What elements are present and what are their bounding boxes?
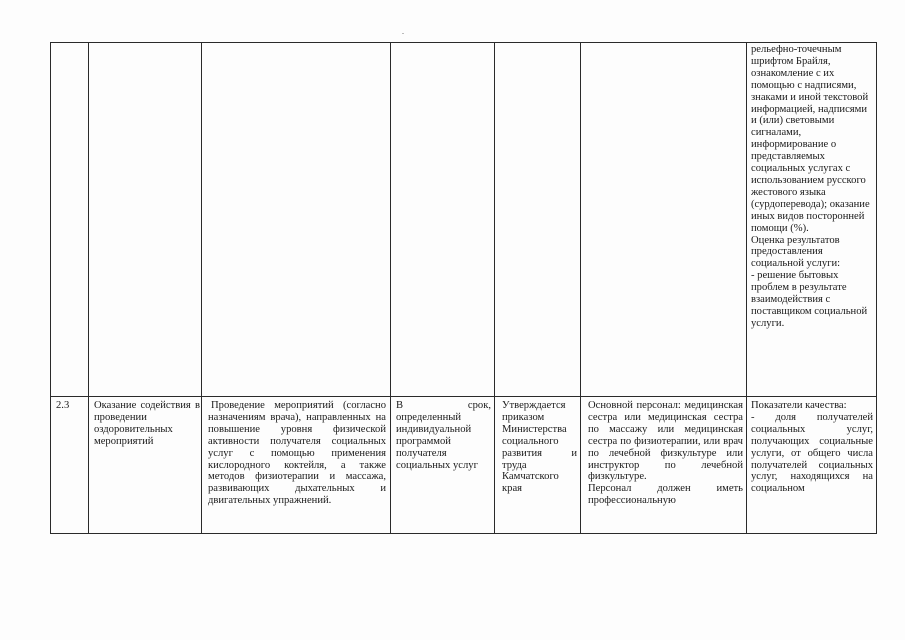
accessibility-text: рельефно-точечным шрифтом Брайля, ознакомление с их помощью с надписями, знаками и иной текстовой информацией, надписями и (или) световыми сигналами, информирование о представляемых социальных услугах с использованием русского жестового языка (сурдоперевода); оказание иных видов посторонней помощи (%). [751,44,870,234]
quality-indicators [751,400,873,532]
conditions-requirement: Персонал должен иметь профессиональную [588,483,743,507]
col-border-0 [50,42,51,534]
service-term: В срок, определенный индивидуальной программой получателя социальных услуг [396,400,491,471]
service-name: Оказание содействия в проведении оздоровительных мероприятий [94,400,200,447]
row-number: 2.3 [56,400,70,411]
quality-text: - доля получателей социальных услуг, получающих социальные услуги, от общего числа получателей социальных услуг, находящихся на социальном [751,411,873,495]
service-tariff: Утверждается приказом Министерства социального развития и труда Камчатского края [502,400,577,495]
top-row-quality-cell [751,44,873,396]
col-border-1 [88,42,89,534]
evaluation-heading: Оценка результатов предоставления социальной услуги: [751,234,841,270]
col-border-6 [746,42,747,534]
col-border-4 [494,42,495,534]
col-border-7 [876,42,877,534]
quality-heading: Показатели качества: [751,400,847,411]
col-border-2 [201,42,202,534]
service-conditions [588,400,743,532]
service-description: Проведение мероприятий (согласно назначениям врача), направленных на повышение уровня физической активности получателя социальных услуг с помощью применения кислородного коктейля, а также методов физиотерапии и массажа, развивающих дыхательных и двигательных упражнений. [208,400,386,507]
row-divider [50,396,876,397]
col-border-3 [390,42,391,534]
table-top-border [50,42,876,43]
table-bottom-border [50,533,876,534]
scan-speck [402,33,404,34]
conditions-staff: Основной персонал: медицинская сестра или медицинская сестра по массажу или медицинская сестра по физиотерапии, или врач по лечебной физкультуре или инструктор по лечебной физкультуре. [588,400,743,483]
col-border-5 [580,42,581,534]
evaluation-text: - решение бытовых проблем в результате взаимодействия с поставщиком социальной услуги. [751,270,868,329]
